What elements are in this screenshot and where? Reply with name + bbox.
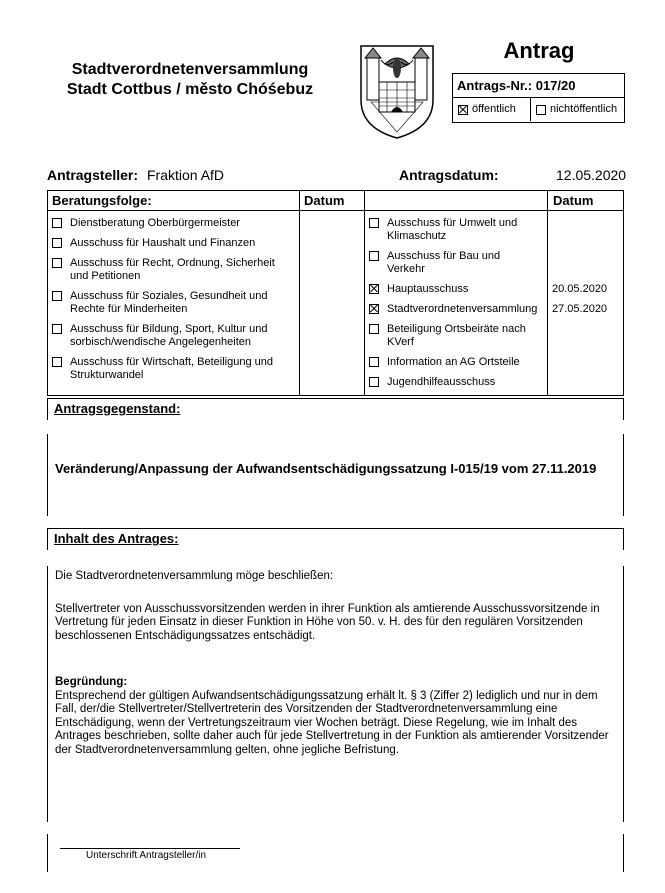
beratung-label: Stadtverordnetenversammlung — [387, 303, 538, 315]
beratung-item[interactable] — [369, 303, 541, 316]
beratung-item[interactable] — [52, 356, 284, 382]
city-crest-icon — [357, 42, 437, 140]
datum-column-right: Datum — [553, 193, 594, 208]
inhalt-intro: Die Stadtverordnetenversammlung möge beschließen: — [55, 570, 334, 582]
beratung-item[interactable] — [369, 250, 541, 276]
datum-column-left: Datum — [304, 193, 345, 208]
beratung-item[interactable] — [369, 283, 541, 296]
public-option[interactable] — [453, 98, 530, 121]
inhalt-heading: Inhalt des Antrages: — [54, 531, 179, 546]
public-checkbox[interactable] — [458, 105, 468, 115]
beratung-checkbox[interactable] — [52, 238, 62, 248]
council-title — [40, 60, 340, 100]
beratung-item[interactable] — [52, 290, 284, 316]
beratung-item[interactable] — [369, 323, 541, 349]
antragsteller-label: Antragsteller: — [47, 167, 139, 183]
beratung-item[interactable] — [52, 257, 284, 283]
beratung-checkbox[interactable] — [369, 284, 379, 294]
beratung-label: Ausschuss für Umwelt und Klimaschutz — [387, 217, 518, 242]
beratung-checkbox[interactable] — [52, 357, 62, 367]
title-line-2: Stadt Cottbus / město Chóśebuz — [66, 81, 314, 98]
beratung-checkbox[interactable] — [52, 258, 62, 268]
antragsdatum-label: Antragsdatum: — [399, 167, 499, 183]
beratung-date: 27.05.2020 — [552, 303, 608, 315]
begruendung-text: Entsprechend der gültigen Aufwandsentschädigungssatzung erhält lt. § 3 (Ziffer 2) lediglich und nur in dem Fall, der/die Stellvertreter/Stellvertreterin des Vorsitzenden der Stadtverordnetenversammlung eine Entschädigung, wenn der Vertretungszeitraum vier Wochen beträgt. Diese Regelung, wie im Inhalt des Antrages beschrieben, sollte daher auch für jede Stellvertretung in der Funktion als amtierender Vorsitzender der Stadtverordnetenversammlung gelten, ohne jegliche Befristung. — [55, 689, 609, 756]
doc-type-title: Antrag — [503, 38, 575, 63]
gegenstand-text: Veränderung/Anpassung der Aufwandsentschädigungssatzung I-015/19 vom 27.11.2019 — [55, 461, 597, 476]
antragsdatum-value: 12.05.2020 — [556, 167, 627, 183]
beratung-label: Ausschuss für Wirtschaft, Beteiligung und Strukturwandel — [70, 356, 273, 381]
beratung-checkbox[interactable] — [52, 324, 62, 334]
beratung-label: Ausschuss für Bau und Verkehr — [387, 250, 501, 275]
nonpublic-checkbox[interactable] — [536, 105, 546, 115]
gegenstand-heading: Antragsgegenstand: — [54, 401, 181, 416]
begruendung-label: Begründung: — [55, 676, 128, 688]
beratung-label: Ausschuss für Bildung, Sport, Kultur und sorbisch/wendische Angelegenheiten — [70, 323, 268, 348]
antragsteller-value: Fraktion AfD — [147, 167, 225, 183]
nonpublic-label: nichtöffentlich — [550, 103, 618, 115]
beratung-checkbox[interactable] — [369, 357, 379, 367]
beratungsfolge-title: Beratungsfolge: — [52, 193, 152, 208]
beratung-label: Ausschuss für Haushalt und Finanzen — [70, 237, 256, 249]
beratung-checkbox[interactable] — [52, 218, 62, 228]
title-line-1: Stadtverordnetenversammlung — [71, 61, 309, 78]
beratung-item[interactable] — [52, 237, 284, 250]
gegenstand-heading-box — [47, 398, 624, 420]
nonpublic-option[interactable] — [530, 98, 624, 121]
beratung-checkbox[interactable] — [369, 324, 379, 334]
beratung-label: Beteiligung Ortsbeiräte nach KVerf — [387, 323, 526, 348]
inhalt-heading-box — [47, 528, 624, 550]
beratung-checkbox[interactable] — [369, 377, 379, 387]
beratung-label: Dienstberatung Oberbürgermeister — [70, 217, 240, 229]
beratung-checkbox[interactable] — [369, 251, 379, 261]
beratung-label: Jugendhilfeausschuss — [387, 376, 496, 388]
beratung-checkbox[interactable] — [369, 304, 379, 314]
beratung-label: Hauptausschuss — [387, 283, 469, 295]
beratung-item[interactable] — [369, 217, 541, 243]
beratung-item[interactable] — [369, 356, 541, 369]
signature-line — [60, 848, 240, 849]
public-label: öffentlich — [472, 103, 516, 115]
beratung-item[interactable] — [52, 323, 284, 349]
beratung-checkbox[interactable] — [369, 218, 379, 228]
beratung-checkbox[interactable] — [52, 291, 62, 301]
antrags-nr: Antrags-Nr.: 017/20 — [453, 74, 624, 98]
beratung-label: Information an AG Ortsteile — [387, 356, 520, 368]
beratungsfolge-table — [47, 190, 624, 396]
beratung-date: 20.05.2020 — [552, 283, 608, 295]
inhalt-body — [55, 570, 617, 757]
beratung-item[interactable] — [52, 217, 284, 230]
beratungsfolge-header — [48, 191, 623, 211]
inhalt-beschluss: Stellvertreter von Ausschussvorsitzenden werden in ihrer Funktion als amtierende Ausschussvorsitzende in Vertretung für jeden Einsatz in dieser Funktion in Höhe von 50. v. H. des für den regulären Vorsitzenden beschlossenen Entschädigungssatzes entschädigt. — [55, 602, 600, 642]
beratung-label: Ausschuss für Recht, Ordnung, Sicherheit und Petitionen — [70, 257, 275, 282]
beratung-item[interactable] — [369, 376, 541, 389]
antrags-nr-box — [452, 73, 625, 123]
beratung-label: Ausschuss für Soziales, Gesundheit und Rechte für Minderheiten — [70, 290, 268, 315]
signature-label: Unterschrift Antragsteller/in — [86, 850, 207, 861]
